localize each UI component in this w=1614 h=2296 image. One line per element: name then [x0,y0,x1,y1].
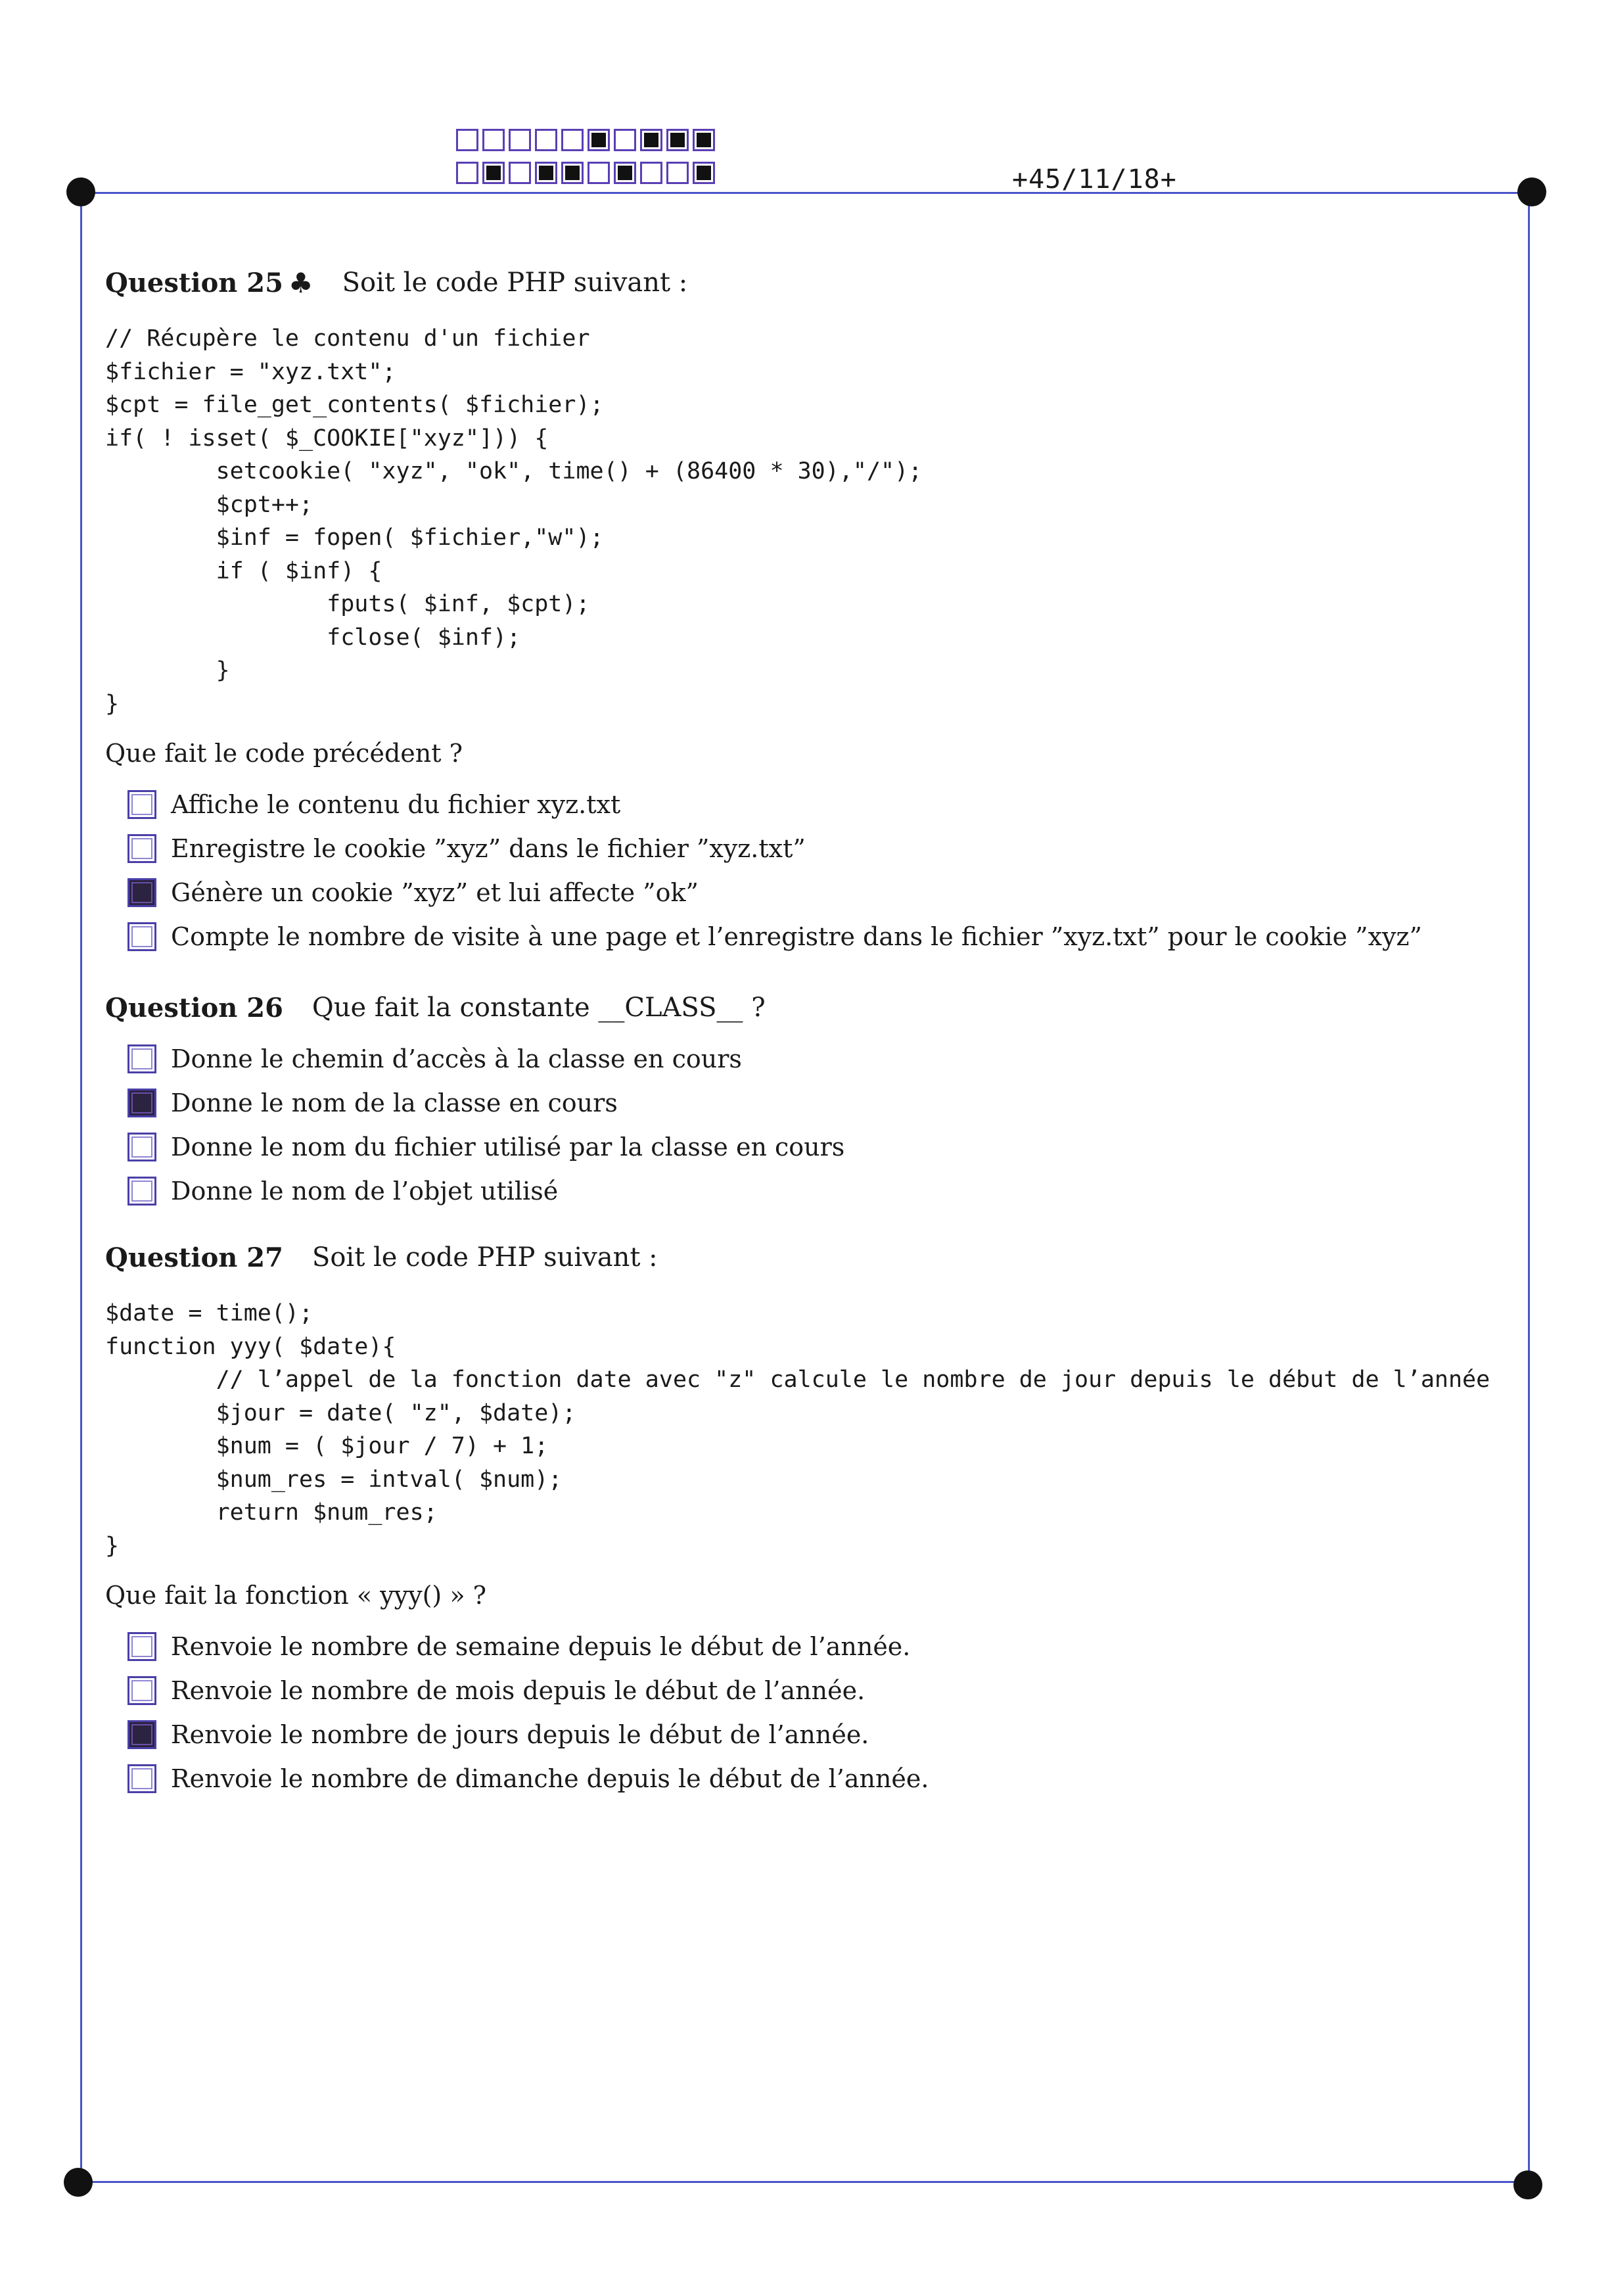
barcode-cell [588,162,610,184]
code-line: } [105,657,230,684]
code-line: $cpt++; [105,491,313,518]
answer-option[interactable] [127,782,1538,826]
question-number: Question 25 [105,267,283,298]
code-line: $jour = date( "z", $date); [105,1399,576,1426]
answer-label: Enregistre le cookie ”xyz” dans le fichier ”xyz.txt” [171,833,806,863]
code-line: } [105,1532,120,1559]
answer-label: Affiche le contenu du fichier xyz.txt [171,789,621,819]
answer-label: Donne le nom de l’objet utilisé [171,1176,559,1206]
barcode-cell [693,162,715,184]
code-line: $fichier = "xyz.txt"; [105,358,396,385]
answer-label: Donne le nom de la classe en cours [171,1088,618,1117]
answer-label: Compte le nombre de visite à une page et l’enregistre dans le fichier ”xyz.txt” pour le cookie ”xyz” [171,922,1422,951]
page-id: +45/11/18+ [1012,164,1177,195]
frame-top-line [85,192,1534,194]
barcode-cell [456,162,478,184]
question-header [105,988,1538,1027]
checkbox[interactable] [127,1676,156,1705]
question-text: Que fait la constante __CLASS__ ? [311,993,766,1023]
answer-option[interactable] [127,1125,1538,1169]
answer-label: Donne le chemin d’accès à la classe en cours [171,1044,742,1073]
barcode-cell [614,162,636,184]
corner-mark-bottom-right [1513,2170,1542,2199]
checkbox[interactable] [127,922,156,951]
barcode-cell [456,129,478,151]
barcode-cell [666,162,689,184]
answer-list [127,782,1538,958]
question-header [105,1238,1538,1277]
code-line: // Récupère le contenu d'un fichier [105,325,590,352]
answer-label: Renvoie le nombre de dimanche depuis le début de l’année. [171,1764,929,1793]
answer-option[interactable] [127,870,1538,914]
code-line: $inf = fopen( $fichier,"w"); [105,525,604,551]
answer-option[interactable] [127,826,1538,870]
barcode-row-2 [456,162,719,184]
code-line: fclose( $inf); [105,624,521,651]
barcode-cell [666,129,689,151]
answer-label: Renvoie le nombre de jours depuis le début de l’année. [171,1720,869,1749]
checked-checkbox[interactable] [127,1720,156,1749]
code-line: fputs( $inf, $cpt); [105,591,590,617]
checked-checkbox[interactable] [127,878,156,907]
corner-mark-top-right [1517,177,1546,206]
code-block [105,1297,1538,1562]
question-prompt: Que fait le code précédent ? [105,739,463,768]
code-line: setcookie( "xyz", "ok", time() + (86400 * 30),"/"); [105,458,923,484]
barcode-cell [640,162,662,184]
code-block [105,322,1538,720]
code-line: // l’appel de la fonction date avec "z" calcule le nombre de jour depuis le début de l’année [105,1367,1490,1393]
answer-list [127,1037,1538,1213]
code-line: $date = time(); [105,1300,313,1326]
checkbox[interactable] [127,1044,156,1073]
question-text: Soit le code PHP suivant : [342,268,688,298]
barcode-cell [693,129,715,151]
answer-option[interactable] [127,1037,1538,1081]
answer-option[interactable] [127,1081,1538,1125]
question-prompt: Que fait la fonction « yyy() » ? [105,1581,487,1610]
answer-label: Génère un cookie ”xyz” et lui affecte ”ok” [171,878,699,907]
answer-option[interactable] [127,1756,1538,1800]
barcode-cell [535,162,557,184]
checkbox[interactable] [127,1764,156,1793]
question-number: Question 27 [105,1242,283,1273]
frame-left-line [80,192,82,2182]
checkbox[interactable] [127,1133,156,1161]
checkbox[interactable] [127,1632,156,1661]
question-number: Question 26 [105,992,283,1023]
question-25 [105,263,1538,958]
question-26 [105,988,1538,1213]
club-icon: ♣ [288,266,313,299]
code-line: if( ! isset( $_COOKIE["xyz"])) { [105,425,549,452]
barcode-cell [640,129,662,151]
checkbox[interactable] [127,790,156,819]
barcode-cell [561,162,584,184]
frame-bottom-line [78,2181,1530,2183]
answer-option[interactable] [127,1712,1538,1756]
answer-option[interactable] [127,1169,1538,1213]
corner-mark-top-left [66,177,95,206]
answer-label: Donne le nom du fichier utilisé par la classe en cours [171,1132,845,1161]
code-line: $num = ( $jour / 7) + 1; [105,1433,549,1459]
barcode-cell [509,162,531,184]
barcode-cell [535,129,557,151]
barcode-cell [588,129,610,151]
barcode-row-1 [456,129,719,151]
question-text: Soit le code PHP suivant : [311,1242,658,1273]
code-line: $num_res = intval( $num); [105,1466,563,1493]
answer-option[interactable] [127,1668,1538,1712]
code-line: $cpt = file_get_contents( $fichier); [105,392,604,418]
barcode-cell [482,129,505,151]
checkbox[interactable] [127,1177,156,1206]
barcode-cell [614,129,636,151]
question-header [105,263,1538,302]
answer-option[interactable] [127,1624,1538,1668]
barcode-cell [482,162,505,184]
corner-mark-bottom-left [64,2168,93,2197]
checkbox[interactable] [127,834,156,863]
code-line: function yyy( $date){ [105,1333,396,1360]
checked-checkbox[interactable] [127,1089,156,1117]
answer-label: Renvoie le nombre de semaine depuis le début de l’année. [171,1631,911,1661]
barcode-cell [509,129,531,151]
code-line: return $num_res; [105,1499,438,1526]
answer-list [127,1624,1538,1800]
answer-label: Renvoie le nombre de mois depuis le début de l’année. [171,1675,865,1705]
barcode-cell [561,129,584,151]
answer-option[interactable] [127,914,1538,958]
code-line: if ( $inf) { [105,557,382,584]
code-line: } [105,690,120,717]
question-27 [105,1238,1538,1800]
